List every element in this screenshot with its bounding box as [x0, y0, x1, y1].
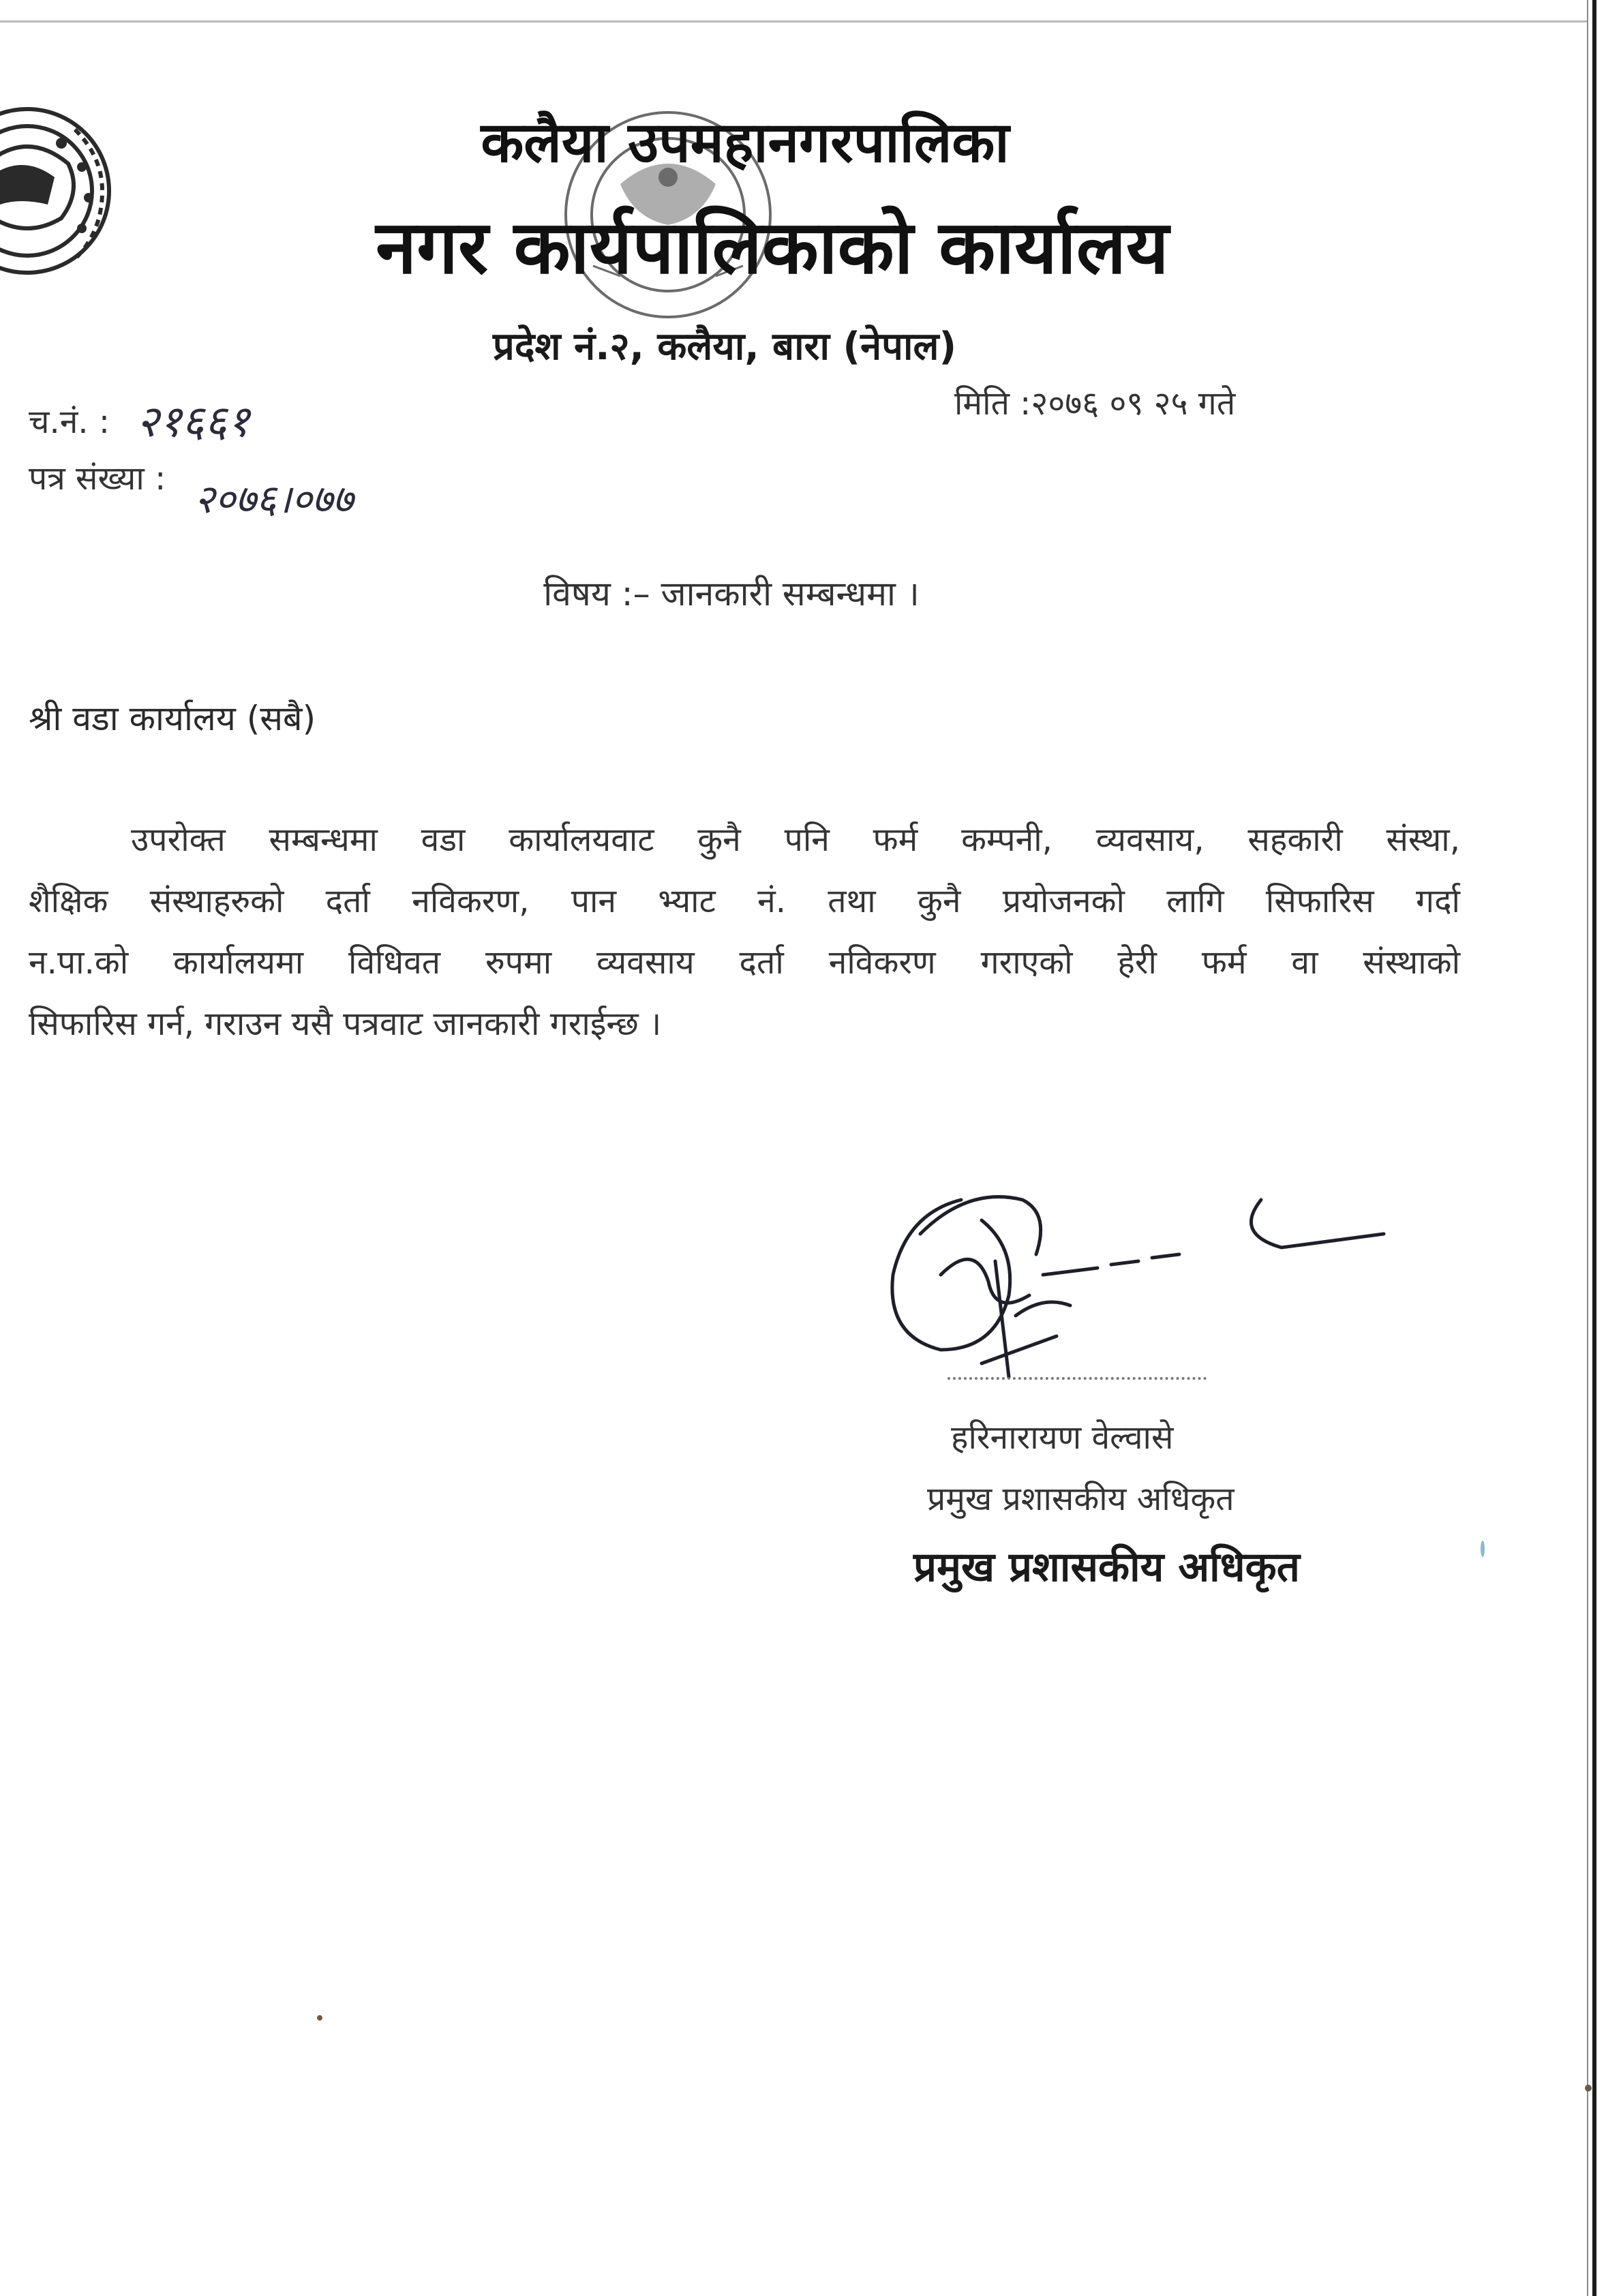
chalani-value: २१६६१ — [136, 397, 250, 447]
signature-icon — [879, 1159, 1397, 1391]
body-line: सिफारिस गर्न, गराउन यसै पत्रवाट जानकारी गराईन्छ । — [29, 1005, 662, 1043]
body-line: शैक्षिक संस्थाहरुको दर्ता नविकरण, पान भ्याट नं. तथा कुनै प्रयोजनको लागि सिफारिस गर्दा — [29, 882, 1460, 920]
office-title: नगर कार्यपालिकाको कार्यालय — [376, 205, 1169, 290]
patra-label: पत्र संख्या : — [29, 459, 166, 498]
body-line: न.पा.को कार्यालयमा विधिवत रुपमा व्यवसाय दर्ता नविकरण गराएको हेरी फर्म वा संस्थाको — [29, 943, 1460, 982]
chalani-label: च.नं. : — [29, 403, 110, 441]
recipient-line: श्री वडा कार्यालय (सबै) — [29, 699, 316, 738]
municipality-name: कलैया उपमहानगरपालिका — [481, 110, 1010, 175]
signature-dotted-line — [948, 1370, 1207, 1380]
letter-date: मिति :२०७६ ०९ २५ गते — [954, 384, 1236, 423]
patra-value: २०७६।०७७ — [194, 476, 354, 522]
subject-line: विषय :– जानकारी सम्बन्धमा । — [543, 574, 920, 614]
signatory-stamp-title: प्रमुख प्रशासकीय अधिकृत — [913, 1543, 1300, 1591]
scan-speck — [1585, 2085, 1592, 2091]
scan-speck — [317, 2015, 322, 2021]
office-address: प्रदेश नं.२, कलैया, बारा (नेपाल) — [492, 324, 957, 369]
signatory-title: प्रमुख प्रशासकीय अधिकृत — [927, 1480, 1234, 1518]
signatory-name: हरिनारायण वेल्वासे — [951, 1419, 1174, 1457]
scan-speck — [1481, 1541, 1485, 1557]
top-scan-edge — [0, 20, 1588, 22]
body-line: उपरोक्त सम्बन्धमा वडा कार्यालयवाट कुनै पनि फर्म कम्पनी, व्यवसाय, सहकारी संस्था, — [131, 821, 1460, 859]
